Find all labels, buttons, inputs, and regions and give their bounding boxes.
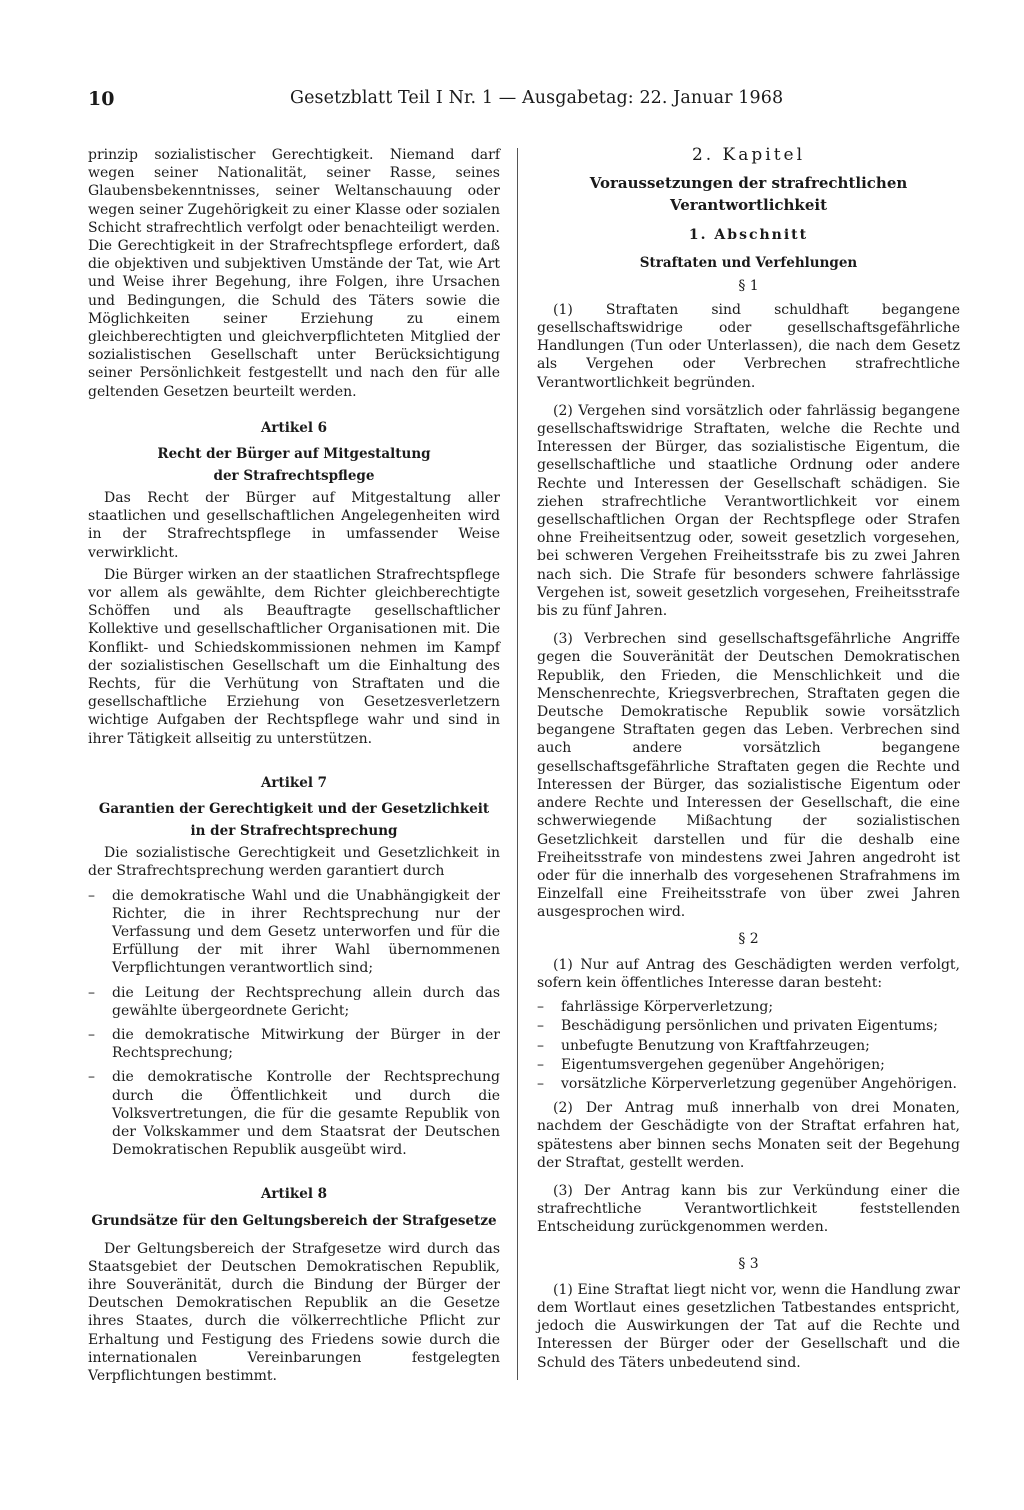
dash-bullet: – [537, 1075, 544, 1092]
paragraph-2-clause-2: (2) Der Antrag muß innerhalb von drei Monaten, nachdem der Geschädigte von der Straftat erfahren hat, spätestens aber binnen sechs Monaten seit der Begehung der Straftat, gestellt werden. [537, 1100, 960, 1171]
dash-bullet: – [537, 1037, 544, 1054]
page-number: 10 [88, 88, 115, 110]
dash-bullet: – [88, 887, 95, 904]
article-6-paragraph-1: Das Recht der Bürger auf Mitgestaltung aller staatlichen und gesellschaftlichen Angelegenheiten wird in der Strafrechtspflege in umfassender Weise verwirklicht. [88, 490, 500, 561]
paragraph-2-sign: § 2 [738, 930, 759, 947]
article-6-subtitle-line-2: der Strafrechtspflege [213, 468, 375, 485]
list-item: – unbefugte Benutzung von Kraftfahrzeugen; [537, 1037, 870, 1054]
paragraph-2-clause-3: (3) Der Antrag kann bis zur Verkündung einer die strafrechtliche Verantwortlichkeit feststellenden Entscheidung zurückgenommen werden. [537, 1182, 960, 1236]
list-item: – Beschädigung persönlichen und privaten Eigentums; [537, 1018, 938, 1035]
dash-bullet: – [88, 1026, 95, 1043]
article-7-intro: Die sozialistische Gerechtigkeit und Gesetzlichkeit in der Strafrechtsprechung werden garantiert durch [88, 845, 500, 880]
paragraph-3-clause-1: (1) Eine Straftat liegt nicht vor, wenn die Handlung zwar dem Wortlaut eines gesetzlichen Tatbestandes entspricht, jedoch die Auswirkungen der Tat auf die Rechte und Interessen der Bürger oder der Gesellschaft und die Schuld des Täters unbedeutend sind. [537, 1281, 960, 1371]
chapter-title-line-2: Verantwortlichkeit [669, 196, 827, 215]
dash-bullet: – [88, 1069, 95, 1086]
dash-bullet: – [537, 1018, 544, 1035]
list-item: – die demokratische Mitwirkung der Bürger in der Rechtsprechung; [88, 1026, 500, 1062]
list-item: – vorsätzliche Körperverletzung gegenüber Angehörigen. [537, 1075, 957, 1092]
chapter-heading: 2. Kapitel [691, 145, 806, 165]
article-6-paragraph-2: Die Bürger wirken an der staatlichen Strafrechtspflege vor allem als gewählte, dem Richter gleichberechtigte Schöffen und als Beauftragte gesellschaftlicher Kollektive und gesellschaftlicher Organisationen mit. Die Konflikt- und Schiedskommissionen nehmen im Kampf der sozialistischen Gesellschaft um die Einhaltung des Rechts, für die Verhütung von Straftaten und die gesellschaftliche Erziehung von Gesetzesverletzern wichtige Aufgaben der Rechtspflege wahr und sind in ihrer Tätigkeit allseitig zu unterstützen. [88, 566, 500, 747]
dash-bullet: – [537, 1056, 544, 1073]
article-7-subtitle-line-2: in der Strafrechtsprechung [190, 823, 398, 840]
page-header-title: Gesetzblatt Teil I Nr. 1 — Ausgabetag: 22. Januar 1968 [290, 88, 784, 108]
article-6-title: Artikel 6 [260, 419, 328, 436]
article-8-title: Artikel 8 [260, 1186, 328, 1203]
list-item: – die Leitung der Rechtsprechung allein durch das gewählte übergeordnete Gericht; [88, 984, 500, 1019]
article-7-title: Artikel 7 [260, 774, 328, 791]
column-divider [517, 148, 518, 1380]
paragraph-1-clause-2: (2) Vergehen sind vorsätzlich oder fahrlässig begangene gesellschaftswidrige Straftaten, welche die Rechte und Interessen der Bürger, das sozialistische Eigentum, die gesellschaftliche und staatliche Ordnung oder andere Rechte und Interessen der Gesellschaft schädigen. Sie ziehen strafrechtliche Verantwortlichkeit vor einem gesellschaftlichen Organ der Rechtspflege oder Strafen ohne Freiheitsentzug oder, soweit gesetzlich vorgesehen, bei schweren Vergehen Freiheitsstrafe bis zu zwei Jahren nach sich. Die Strafe für besonders schwere fahrlässige Vergehen ist, soweit gesetzlich vorgesehen, Freiheitsstrafe bis zu fünf Jahren. [537, 402, 960, 620]
article-6-subtitle-line-1: Recht der Bürger auf Mitgestaltung [157, 446, 431, 463]
section-heading: 1. Abschnitt [688, 227, 809, 244]
article-8-paragraph-1: Der Geltungsbereich der Strafgesetze wird durch das Staatsgebiet der Deutschen Demokratischen Republik, ihre Souveränität, durch die Bindung der Bürger der Deutschen Demokratischen Republik an die Gesetze ihres Staates, durch die völkerrechtliche Pflicht zur Erhaltung und Festigung des Friedens sowie durch die internationalen Vereinbarungen festgelegten Verpflichtungen bestimmt. [88, 1240, 500, 1384]
paragraph-1-sign: § 1 [738, 277, 759, 294]
list-item: – Eigentumsvergehen gegenüber Angehörigen; [537, 1056, 885, 1073]
section-title: Straftaten und Verfehlungen [639, 255, 858, 272]
paragraph-1-clause-3: (3) Verbrechen sind gesellschaftsgefährliche Angriffe gegen die Souveränität der Deutschen Demokratischen Republik, den Frieden, die Menschlichkeit und die Menschenrechte, Kriegsverbrechen, Straftaten gegen die Deutsche Demokratische Republik sowie vorsätzlich begangene Straftaten gegen das Leben. Verbrechen sind auch andere vorsätzlich begangene gesellschaftsgefährliche Straftaten gegen die Rechte und Interessen der Bürger, das sozialistische Eigentum oder andere Rechte und Interessen der Gesellschaft, die eine schwerwiegende Mißachtung der sozialistischen Gesetzlichkeit darstellen und für die deshalb eine Freiheitsstrafe von mindestens zwei Jahren angedroht ist oder für die innerhalb des vorgesehenen Strafrahmens im Einzelfall eine Freiheitsstrafe von über zwei Jahren ausgesprochen wird. [537, 631, 960, 921]
left-column [88, 146, 500, 1389]
chapter-title-line-1: Voraussetzungen der strafrechtlichen [589, 174, 908, 193]
dash-bullet: – [88, 984, 95, 1001]
article-7-subtitle-line-1: Garantien der Gerechtigkeit und der Gesetzlichkeit [98, 801, 490, 818]
list-item: – fahrlässige Körperverletzung; [537, 999, 774, 1016]
article-7-list [88, 887, 500, 1160]
list-item: – die demokratische Wahl und die Unabhängigkeit der Richter, die in ihrer Rechtsprechung nur der Verfassung und dem Gesetz unterworfen und für die Erfüllung der mit ihrer Wahl übernommenen Verpflichtungen verantwortlich sind; [88, 887, 500, 977]
intro-paragraph: prinzip sozialistischer Gerechtigkeit. Niemand darf wegen seiner Nationalität, seiner Rasse, seines Glaubensbekenntnisses, seiner Weltanschauung oder wegen seiner Zugehörigkeit zu einer Klasse oder sozialen Schicht strafrechtlich verfolgt oder benachteiligt werden. Die Gerechtigkeit in der Strafrechtspflege erfordert, daß die objektiven und subjektiven Umstände der Tat, wie Art und Weise ihrer Begehung, ihre Folgen, ihre Ursachen und Bedingungen, die Schuld des Täters sowie die Möglichkeiten seiner Erziehung zu einem gleichberechtigten und gleichverpflichteten Mitglied der sozialistischen Gesellschaft unter Berücksichtigung seiner Persönlichkeit festgestellt und nach den für alle geltenden Gesetzen beurteilt werden. [88, 147, 500, 400]
dash-bullet: – [537, 999, 544, 1016]
list-item: – die demokratische Kontrolle der Rechtsprechung durch die Öffentlichkeit und durch die Volksvertretungen, die für die gesamte Republik von der Volkskammer und dem Staatsrat der Deutschen Demokratischen Republik ausgeübt wird. [88, 1069, 500, 1159]
paragraph-1-clause-1: (1) Straftaten sind schuldhaft begangene gesellschaftswidrige oder gesellschaftsgefährliche Handlungen (Tun oder Unterlassen), die nach dem Gesetz als Vergehen oder Verbrechen strafrechtliche Verantwortlichkeit begründen. [537, 301, 960, 391]
paragraph-2-list [537, 998, 960, 1093]
right-column [537, 146, 960, 1376]
paragraph-2-clause-1: (1) Nur auf Antrag des Geschädigten werden verfolgt, sofern kein öffentliches Interesse daran besteht: [537, 956, 960, 991]
paragraph-3-sign: § 3 [738, 1255, 759, 1272]
article-8-subtitle: Grundsätze für den Geltungsbereich der Strafgesetze [91, 1212, 497, 1229]
